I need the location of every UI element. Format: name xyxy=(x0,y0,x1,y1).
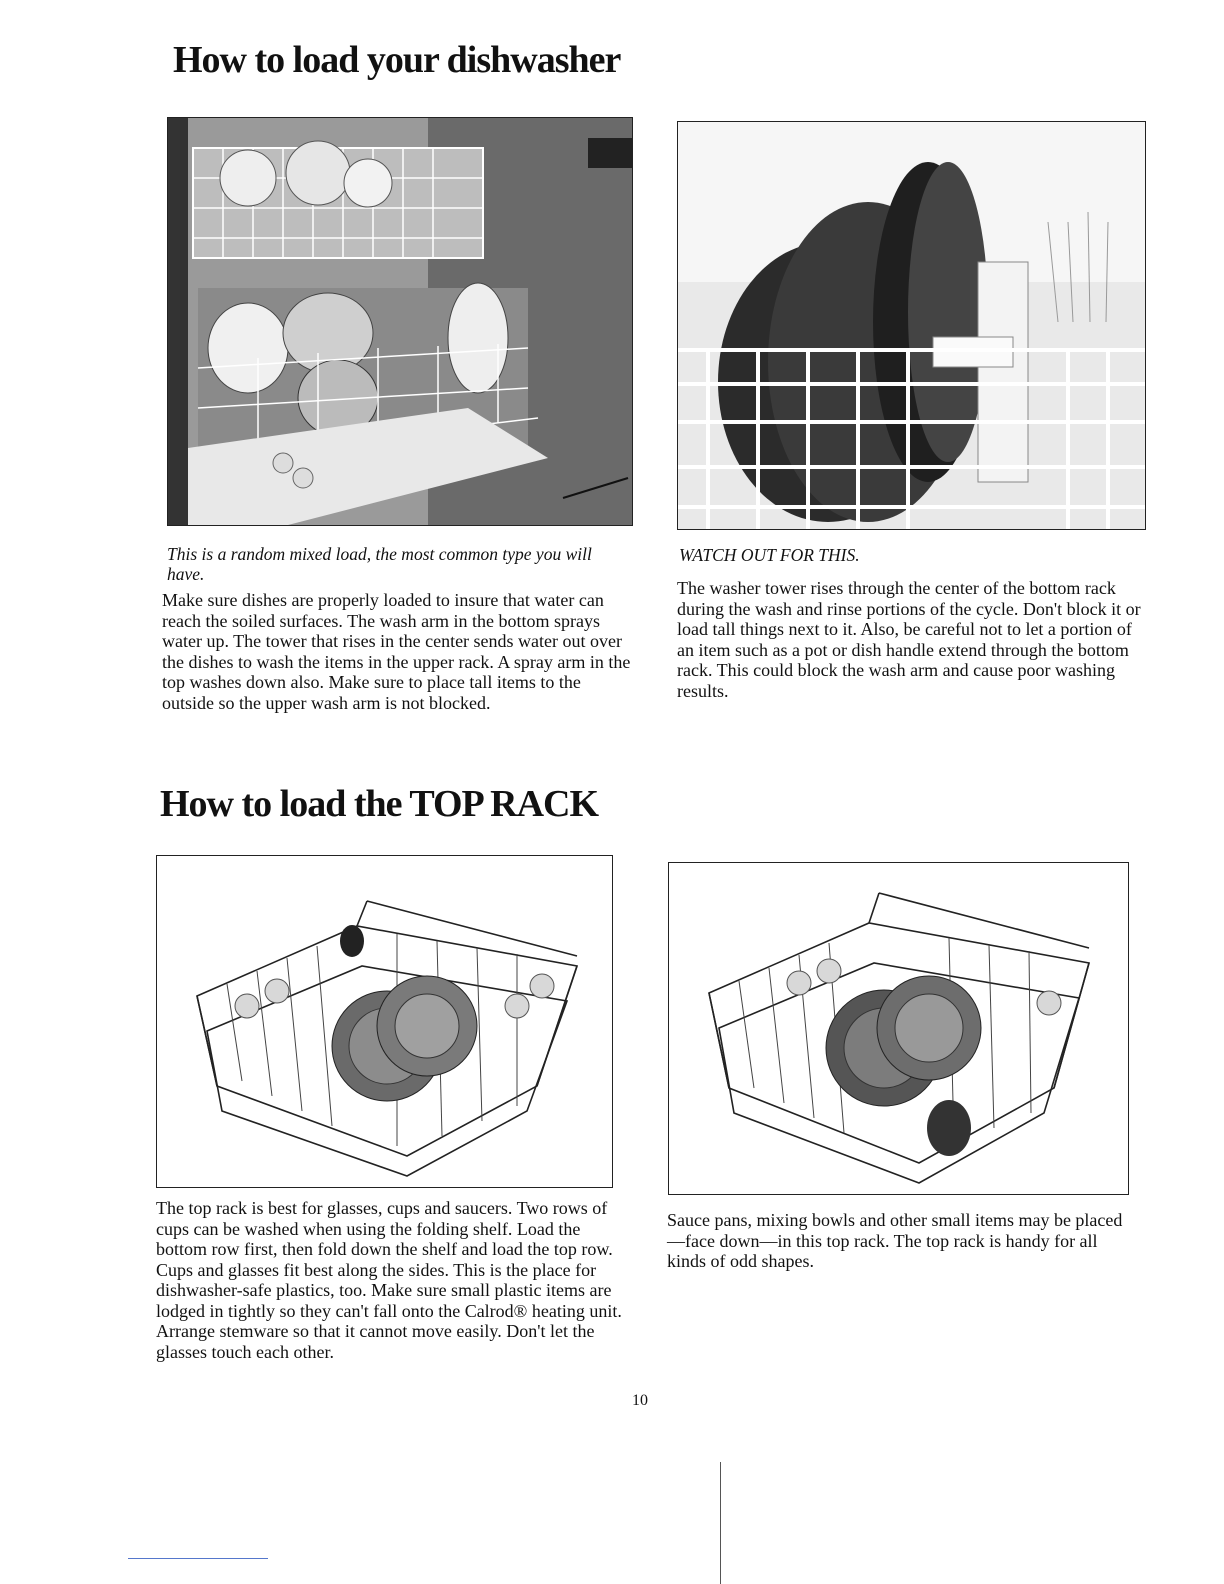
divider-vertical xyxy=(720,1462,721,1584)
photo-mixed-load xyxy=(167,117,633,526)
paragraph-washer-tower: The washer tower rises through the center of the bottom rack during the wash and rinse portions of the cycle. Don't block it or load tall things next to it. Also, be careful not to let a portion of an item such as a pot or dish handle extend through the bottom rack. This could block the wash arm and cause poor washing results. xyxy=(677,578,1141,701)
paragraph-top-rack-pans: Sauce pans, mixing bowls and other small items may be placed—face down—in this top rack. The top rack is handy for all kinds of odd shapes. xyxy=(667,1210,1123,1271)
divider-footer xyxy=(128,1558,268,1559)
photo-washer-tower xyxy=(677,121,1146,530)
page-title-load-dishwasher: How to load your dishwasher xyxy=(173,39,621,81)
photo-top-rack-glasses xyxy=(156,855,613,1188)
section-title-top-rack: How to load the TOP RACK xyxy=(160,783,599,825)
caption-watch-out: WATCH OUT FOR THIS. xyxy=(679,545,860,565)
page-number: 10 xyxy=(632,1392,648,1409)
paragraph-loading-intro: Make sure dishes are properly loaded to insure that water can reach the soiled surfaces. The wash arm in the bottom sprays water up. The tower that rises in the center sends water out over the dishes to wash the items in the upper rack. A spray arm in the top washes down also. Make sure to place tall items to the outside so the upper wash arm is not blocked. xyxy=(162,590,631,713)
caption-mixed-load: This is a random mixed load, the most common type you will have. xyxy=(167,544,592,584)
photo-top-rack-pans xyxy=(668,862,1129,1195)
paragraph-top-rack-glasses: The top rack is best for glasses, cups and saucers. Two rows of cups can be washed when using the folding shelf. Load the bottom row first, then fold down the shelf and load the top row. Cups and glasses fit best along the sides. This is the place for dishwasher-safe plastics, too. Make sure small plastic items are lodged in tightly so they can't fall onto the Calrod® heating unit. Arrange stemware so that it cannot move easily. Don't let the glasses touch each other. xyxy=(156,1198,622,1362)
